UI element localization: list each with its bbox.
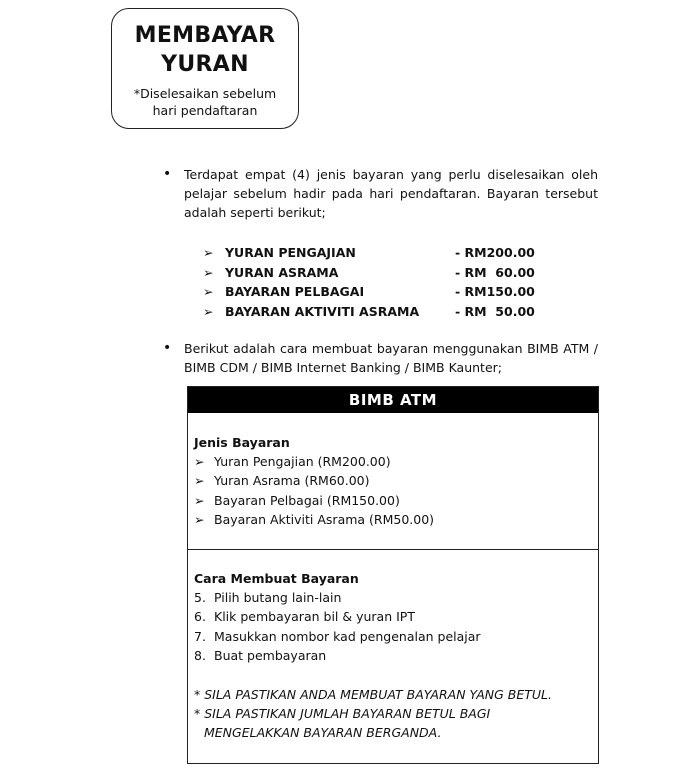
note-correct-payment: * SILA PASTIKAN ANDA MEMBUAT BAYARAN YANG BETUL. xyxy=(194,687,552,702)
payment-type-label: Bayaran Aktiviti Asrama (RM50.00) xyxy=(214,511,435,527)
step-label: Masukkan nombor kad pengenalan pelajar xyxy=(214,628,481,644)
subtitle-line-1: *Diselesaikan sebelum xyxy=(133,86,277,101)
step-number: 7. xyxy=(194,628,206,644)
payment-type-label: Yuran Asrama (RM60.00) xyxy=(214,473,370,489)
fee-row xyxy=(203,302,535,322)
title-box xyxy=(111,8,299,129)
fee-name: YURAN PENGAJIAN xyxy=(225,245,356,261)
fee-amount: - RM 60.00 xyxy=(455,264,535,280)
notes xyxy=(194,685,552,742)
fee-amount: - RM 50.00 xyxy=(455,303,535,319)
fee-row xyxy=(203,282,535,302)
arrow-bullet-icon: ➢ xyxy=(194,511,205,527)
list-item xyxy=(194,510,434,529)
method-text: Berikut adalah cara membuat bayaran menggunakan BIMB ATM / BIMB CDM / BIMB Internet Banking / BIMB Kaunter; xyxy=(184,341,598,375)
step-number: 5. xyxy=(194,590,206,605)
step-label: Klik pembayaran bil & yuran IPT xyxy=(214,609,415,625)
payment-steps-title: Cara Membuat Bayaran xyxy=(194,571,359,586)
arrow-bullet-icon: ➢ xyxy=(203,245,214,261)
payment-type-label: Bayaran Pelbagai (RM150.00) xyxy=(214,492,400,508)
bimb-atm-box xyxy=(187,386,599,764)
step-label: Buat pembayaran xyxy=(214,647,327,663)
intro-text: Terdapat empat (4) jenis bayaran yang perlu diselesaikan oleh pelajar sebelum hadir pada hari pendaftaran. Bayaran tersebut adalah seperti berikut; xyxy=(184,167,598,220)
intro-paragraph xyxy=(163,165,598,222)
fee-name: YURAN ASRAMA xyxy=(225,264,339,280)
payment-types-section xyxy=(194,433,434,529)
step-number: 6. xyxy=(194,609,206,625)
payment-types-title: Jenis Bayaran xyxy=(194,435,290,450)
fee-name: BAYARAN AKTIVITI ASRAMA xyxy=(225,303,420,319)
step-number: 8. xyxy=(194,647,206,663)
section-divider xyxy=(188,549,598,550)
bullet-icon: • xyxy=(163,340,172,356)
list-item xyxy=(194,452,434,471)
arrow-bullet-icon: ➢ xyxy=(194,492,205,508)
fee-list xyxy=(203,243,535,321)
fee-row xyxy=(203,243,535,263)
title-line-1: MEMBAYAR xyxy=(134,23,276,48)
payment-steps-section xyxy=(194,569,481,665)
fee-row xyxy=(203,263,535,283)
arrow-bullet-icon: ➢ xyxy=(194,473,205,489)
fee-name: BAYARAN PELBAGAI xyxy=(225,284,365,300)
list-item xyxy=(194,588,481,607)
bullet-icon: • xyxy=(163,166,172,182)
list-item xyxy=(194,471,434,490)
payment-type-label: Yuran Pengajian (RM200.00) xyxy=(214,454,391,469)
page-subtitle xyxy=(112,85,298,119)
list-item xyxy=(194,607,481,626)
list-item xyxy=(194,627,481,646)
fee-amount: - RM200.00 xyxy=(455,245,535,261)
arrow-bullet-icon: ➢ xyxy=(194,454,205,469)
arrow-bullet-icon: ➢ xyxy=(203,264,214,280)
bimb-atm-heading: BIMB ATM xyxy=(188,387,598,413)
list-item xyxy=(194,491,434,510)
method-paragraph xyxy=(163,339,598,377)
step-label: Pilih butang lain-lain xyxy=(214,590,342,605)
fee-amount: - RM150.00 xyxy=(455,284,535,300)
arrow-bullet-icon: ➢ xyxy=(203,284,214,300)
title-line-2: YURAN xyxy=(161,52,249,77)
list-item xyxy=(194,646,481,665)
subtitle-line-2: hari pendaftaran xyxy=(152,103,258,118)
note-avoid-duplicate: * SILA PASTIKAN JUMLAH BAYARAN BETUL BAGI MENGELAKKAN BAYARAN BERGANDA. xyxy=(194,706,491,740)
arrow-bullet-icon: ➢ xyxy=(203,303,214,319)
page-title xyxy=(112,21,298,79)
